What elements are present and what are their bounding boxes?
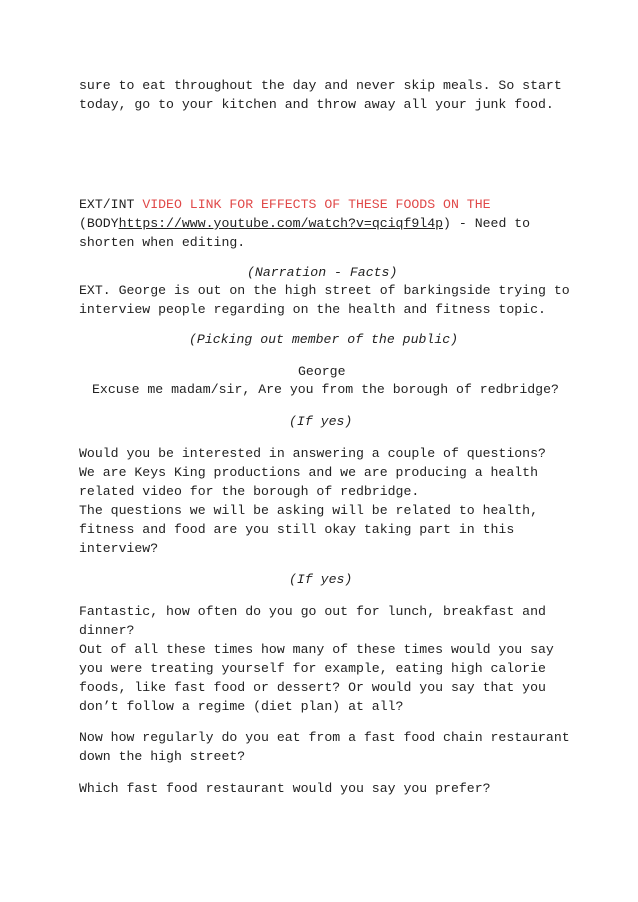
intro-line-2: today, go to your kitchen and throw away all your junk food. — [79, 97, 554, 112]
scene-heading-prefix: EXT/INT — [79, 197, 143, 212]
para2-line-4: you were treating yourself for example, eating high calorie — [79, 661, 546, 676]
para3-line-1: Now how regularly do you eat from a fast food chain restaurant — [79, 730, 570, 745]
para1-line-5: fitness and food are you still okay taking part in this — [79, 522, 515, 537]
para2-line-5: foods, like fast food or dessert? Or would you say that you — [79, 680, 546, 695]
if-yes-note-1: (If yes) — [289, 414, 353, 429]
ext-line-1: EXT. George is out on the high street of barkingside trying to — [79, 283, 570, 298]
scene-heading-red-text: VIDEO LINK FOR EFFECTS OF THESE FOODS ON THE — [142, 197, 491, 212]
para2-line-3: Out of all these times how many of these times would you say — [79, 642, 554, 657]
if-yes-note-2: (If yes) — [289, 572, 353, 587]
para1-line-2: We are Keys King productions and we are producing a health — [79, 465, 538, 480]
para1-line-3: related video for the borough of redbridge. — [79, 484, 420, 499]
ext-line-2: interview people regarding on the health and fitness topic. — [79, 302, 546, 317]
para2-line-1: Fantastic, how often do you go out for lunch, breakfast and — [79, 604, 546, 619]
para4-line: Which fast food restaurant would you say you prefer? — [79, 781, 491, 796]
scene-heading-body: (BODY — [79, 216, 119, 231]
scene-heading-line-2 — [79, 214, 530, 233]
para3-line-2: down the high street? — [79, 749, 246, 764]
intro-line-1: sure to eat throughout the day and never skip meals. So start — [79, 78, 562, 93]
character-name: George — [298, 364, 346, 379]
para2-line-2: dinner? — [79, 623, 135, 638]
youtube-link[interactable]: https://www.youtube.com/watch?v=qciqf9l4p — [118, 216, 444, 231]
para1-line-4: The questions we will be asking will be related to health, — [79, 503, 538, 518]
para1-line-6: interview? — [79, 541, 159, 556]
dialogue-line: Excuse me madam/sir, Are you from the borough of redbridge? — [92, 382, 559, 397]
narration-note: (Narration - Facts) — [247, 265, 398, 280]
para1-line-1: Would you be interested in answering a couple of questions? — [79, 446, 546, 461]
picking-note: (Picking out member of the public) — [189, 332, 459, 347]
scene-heading-line-1 — [79, 195, 491, 214]
para2-line-6: don’t follow a regime (diet plan) at all? — [79, 699, 404, 714]
scene-heading-line-3: shorten when editing. — [79, 235, 246, 250]
scene-heading-note: ) - Need to — [443, 216, 531, 231]
